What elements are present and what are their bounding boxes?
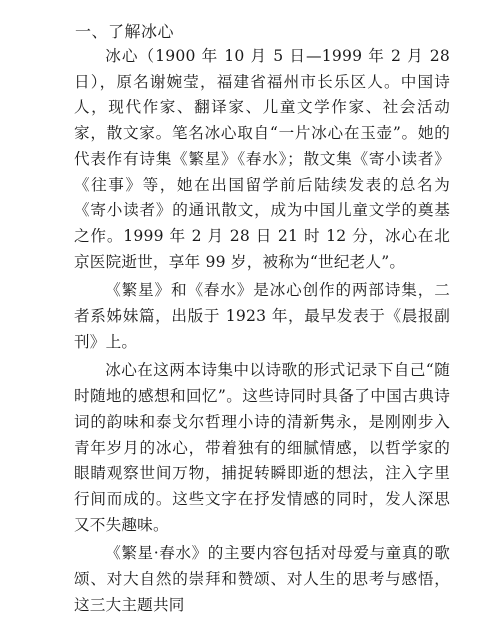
document-body: [74, 44, 450, 621]
paragraph-main-themes: 《繁星·春水》的主要内容包括对母爱与童真的歌颂、对大自然的崇拜和赞颂、对人生的思考与感悟，这三大主题共同: [74, 544, 450, 614]
paragraph-poetry-style: 冰心在这两本诗集中以诗歌的形式记录下自己“随时随地的感想和回忆”。这些诗同时具备了中国古典诗词的韵味和泰戈尔哲理小诗的清新隽永，是刚刚步入青年岁月的冰心，带着独有的细腻情感，以哲学家的眼睛观察世间万物，捕捉转瞬即逝的想法，注入字里行间而成的。这些文字在抒发情感的同时，发人深思又不失趣味。: [74, 361, 450, 534]
paragraph-biography: 冰心（1900 年 10 月 5 日—1999 年 2 月 28 日），原名谢婉莹，福建省福州市长乐区人。中国诗人，现代作家、翻译家、儿童文学作家、社会活动家，散文家。笔名冰心取自“一片冰心在玉壶”。她的代表作有诗集《繁星》《春水》；散文集《寄小读者》《往事》等，她在出国留学前后陆续发表的总名为《寄小读者》的通讯散文，成为中国儿童文学的奠基之作。1999 年 2 月 28 日 21 时 12 分，冰心在北京医院逝世，享年 99 岁，被称为“世纪老人”。: [74, 47, 450, 271]
section-heading: 一、了解冰心: [75, 22, 175, 41]
paragraph-poetry-collections: 《繁星》和《春水》是冰心创作的两部诗集，二者系姊妹篇，出版于 1923 年，最早发表于《晨报副刊》上。: [74, 281, 450, 351]
